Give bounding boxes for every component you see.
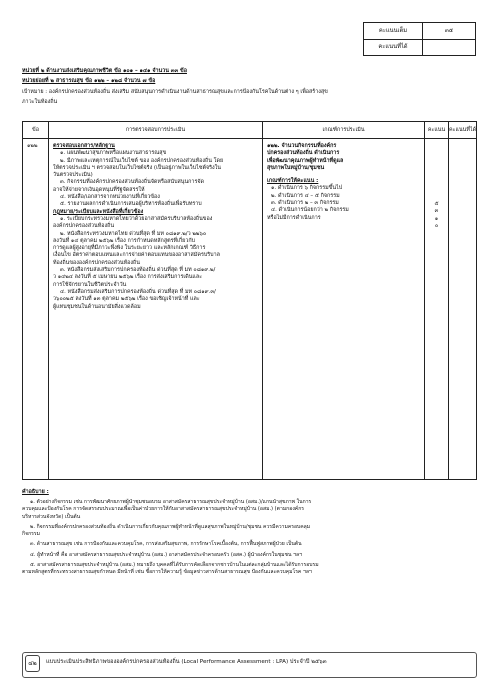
note-line: กิจกรรม [22,531,40,538]
note-line: ๕. อาสาสมัครสาธารณสุขประจำหมู่บ้าน (อสม.) หมายถึง บุคคลที่ได้รับการคัดเลือกจากชาวบ้านในแต่ละกลุ่มบ้านและได้รับการอบรม [30,562,319,569]
process-line: ๓. กิจกรรมที่องค์กรปกครองส่วนท้องถิ่นจัดหรือสนับสนุนการจัด [60,179,205,186]
goal-line-2: ภาวะในท้องถิ่น [22,99,58,105]
header-score: คะแนน [427,127,446,133]
header-process: การตรวจสอบการประเมิน [125,127,186,133]
score-value: ๑ [434,215,439,222]
process-line: ๑. ระเบียบกระทรวงมหาดไทยว่าด้วยอาสาสมัครบริบาลท้องถิ่นของ [60,215,213,222]
page-number: ๔๒ [25,655,40,672]
got-score-label: คะแนนที่ได้ [378,44,408,50]
note-line: ควบคุมและป้องกันโรค การจัดสรรงบประมาณเพื่อเป็นค่าป่วยการให้กับอาสาสมัครสาธารณสุขประจำหมู่บ้าน (อสม.) (ตามกองค์กร [22,506,305,513]
note-line: ๔. ผู้ทำหน้าที่ คือ อาสาสมัครสาธารณสุขประจำหมู่บ้าน (อสม.) อาสาสมัครประจำครอบครัว (อสค.) ผู้นำองค์กรในชุมชน ฯลฯ [30,551,302,558]
process-line: ท้องถิ่นขององค์กรปกครองส่วนท้องถิ่น [53,259,140,266]
criteria-line: ๑. ดำเนินการ ๖ กิจกรรมขึ้นไป [271,185,343,192]
process-line: กฎหมาย/ระเบียบและหนังสือที่เกี่ยวข้อง [53,208,144,215]
note-line: ๓. ด้านสาธารณสุข เช่น การป้องกันและควบคุมโรค, การส่งเสริมสุขภาพ, การรักษาโรคเบื้องต้น, การฟื้นฟูสภาพผู้ป่วย เป็นต้น [30,541,302,548]
process-line: ๑. แผนพัฒนาสุขภาพหรือแผนงานสาธารณสุข [60,150,167,157]
notes-title: คำอธิบาย : [22,489,49,495]
process-line: ๒. มีภาพและเหตุการณ์ในเว็บไซต์ ของ องค์กรปกครองส่วนท้องถิ่น โดย [60,157,224,164]
process-line: ว ๑๔๒๔ ลงวันที่ ๕ เมษายน ๒๕๖๒ เรื่อง การส่งเสริมการเดินและ [53,274,203,281]
criteria-line: เพื่อพัฒนาคุณภาพผู้ทำหน้าที่ดูแล [267,157,344,164]
process-line: ลงวันที่ ๑๔ ตุลาคม ๒๕๖๒ เรื่อง การกำหนดหลักสูตรที่เกี่ยวกับ [53,237,196,244]
process-line: ผู้แทนชุมชนในด้านอนามัยสิ่งแวดล้อม [53,303,141,310]
process-line: องค์กรปกครองส่วนท้องถิ่น [53,223,115,230]
header-criteria: เกณฑ์การประเมิน [322,127,365,133]
score-value: ๓ [434,208,439,215]
criteria-line: หรือไม่มีการดำเนินการ [267,214,321,221]
process-line: ตรวจสอบเอกสาร/หลักฐาน [53,143,115,149]
note-line: ๑. ตัวอย่างกิจกรรม เช่น การพัฒนาศักยภาพผู้นำชุมชนอบรม อาสาสมัครสาธารณสุขประจำหมู่บ้าน (อสม.)/แกนนำสุขภาพ ในการ [30,499,312,505]
item-number: ๑๒๒ [27,143,38,149]
note-line: บริหารส่วนจังหวัด) เป็นต้น [22,513,81,520]
note-line: ตามหลักสูตรที่กระทรวงสาธารณสุขกำหนด มีหน้าที่ เช่น ชี้อการให้ความรู้ ข้อมูลข่าวสารด้านสาธารณสุข ป้องกันและควบคุมโรค ฯลฯ [22,569,312,576]
full-score-label: คะแนนเต็ม [378,28,408,34]
goal-line-1: เป้าหมาย : องค์กรปกครองส่วนท้องถิ่น ส่งเสริม สนับสนุนการดำเนินงานด้านสาธารณสุขและการป้องกันโรคในด้านต่าง ๆ เพื่อสร้างสุข [22,89,328,95]
footer-text: แบบประเมินประสิทธิภาพขององค์กรปกครองส่วนท้องถิ่น (Local Performance Assessment : LPA) ประจำปี ๒๕๖๓ [46,659,327,665]
criteria-line: ปกครองส่วนท้องถิ่น ดำเนินการ [267,150,340,157]
got-score-row [364,39,475,55]
criteria-line: เกณฑ์การให้คะแนน : [267,178,319,185]
full-score-row [364,23,475,40]
assessment-table [22,121,477,480]
process-line: เงื่อนไข อัตราค่าตอบแทนและการจ่ายค่าตอบแทนของอาสาสมัครบริบาล [53,252,220,259]
criteria-line: ๒. ดำเนินการ ๔ – ๕ กิจกรรม [271,192,340,199]
process-line: การดูแลผู้สูงอายุที่มีภาวะพึ่งพิง ในระยะยาว และหลักเกณฑ์ วิธีการ [53,245,206,252]
criteria-line: ๔. ดำเนินการน้อยกว่า ๒ กิจกรรม [271,207,349,214]
process-line: ๕. รายงานผลการดำเนินการเสนอผู้บริหารท้องถิ่นเพื่อรับทราบ [60,201,202,208]
note-line: ๒. กิจกรรมที่องค์กรปกครองส่วนท้องถิ่น ดำเนินการเกี่ยวกับคุณภาพผู้ทำหน้าที่ดูแลสุขภาพในหมู่บ้าน/ชุมชน ควรมีความครอบคลุม [30,523,311,530]
score-box [363,22,476,56]
score-value: ๐ [434,222,439,229]
got-score-value [423,39,475,55]
process-line: ๓. หนังสือกรมส่งเสริมการปกครองท้องถิ่น ด่วนที่สุด ที่ มท ๐๘๑๙.๒/ [60,267,216,274]
header-no: ข้อ [32,127,39,133]
process-line: ให้ตรวจประเมิน ฯ ตรวจสอบในเว็บไซต์จริง (เป็นอยู่ภาพในเว็บไซต์จริงใน [53,164,221,171]
criteria-column [267,143,422,222]
process-line: ว๖๐๐๒๕ ลงวันที่ ๑๓ ตุลาคม ๒๕๖๒ เรื่อง ขอเชิญเจ้าหน้าที่ และ [53,296,200,303]
process-column [53,143,259,311]
process-line: การใช้จักรยานในชีวิตประจำวัน [53,281,127,288]
process-line: ๔. หนังสือกรมส่งเสริมการปกครองท้องถิ่น ด่วนที่สุด ที่ มท ๐๘๑๙.๓/ [60,288,216,295]
process-line: อาจให้จ่ายจากเงินอุดหนุนที่รัฐจัดสรรให้ [53,186,145,193]
process-line: ๒. หนังสือกระทรวงมหาดไทย ด่วนที่สุด ที่ มท ๐๘๑๙.๒/ว ๒๒๖๐ [60,230,207,237]
process-line: วันตรวจประเมิน) [53,172,93,179]
unit-title: หน่วยที่ ๒ ด้านงานส่งเสริมคุณภาพชีวิต ข้อ ๑๐๑ – ๑๔๑ จำนวน ๓๓ ข้อ [22,68,187,74]
process-line: ๔. หนังสือ/เอกสารจากหน่วยงานที่เกี่ยวข้อง [60,194,160,201]
score-value: ๕ [434,201,439,207]
criteria-line: สุขภาพในหมู่บ้าน/ชุมชน [267,164,325,171]
full-score-value: ๓๕ [444,28,454,34]
sub-unit-title: หน่วยย่อยที่ ๒ สาธารณสุข ข้อ ๑๒๒ – ๑๒๘ จำนวน ๗ ข้อ [22,78,156,84]
score-column [425,201,448,230]
notes-body [22,499,475,577]
criteria-line: ๑๒๒. จำนวนกิจกรรมที่องค์กร [267,143,337,149]
criteria-line: ๓. ดำเนินการ ๒ – ๓ กิจกรรม [271,200,339,207]
header-got: คะแนนที่ได้ [449,127,477,133]
